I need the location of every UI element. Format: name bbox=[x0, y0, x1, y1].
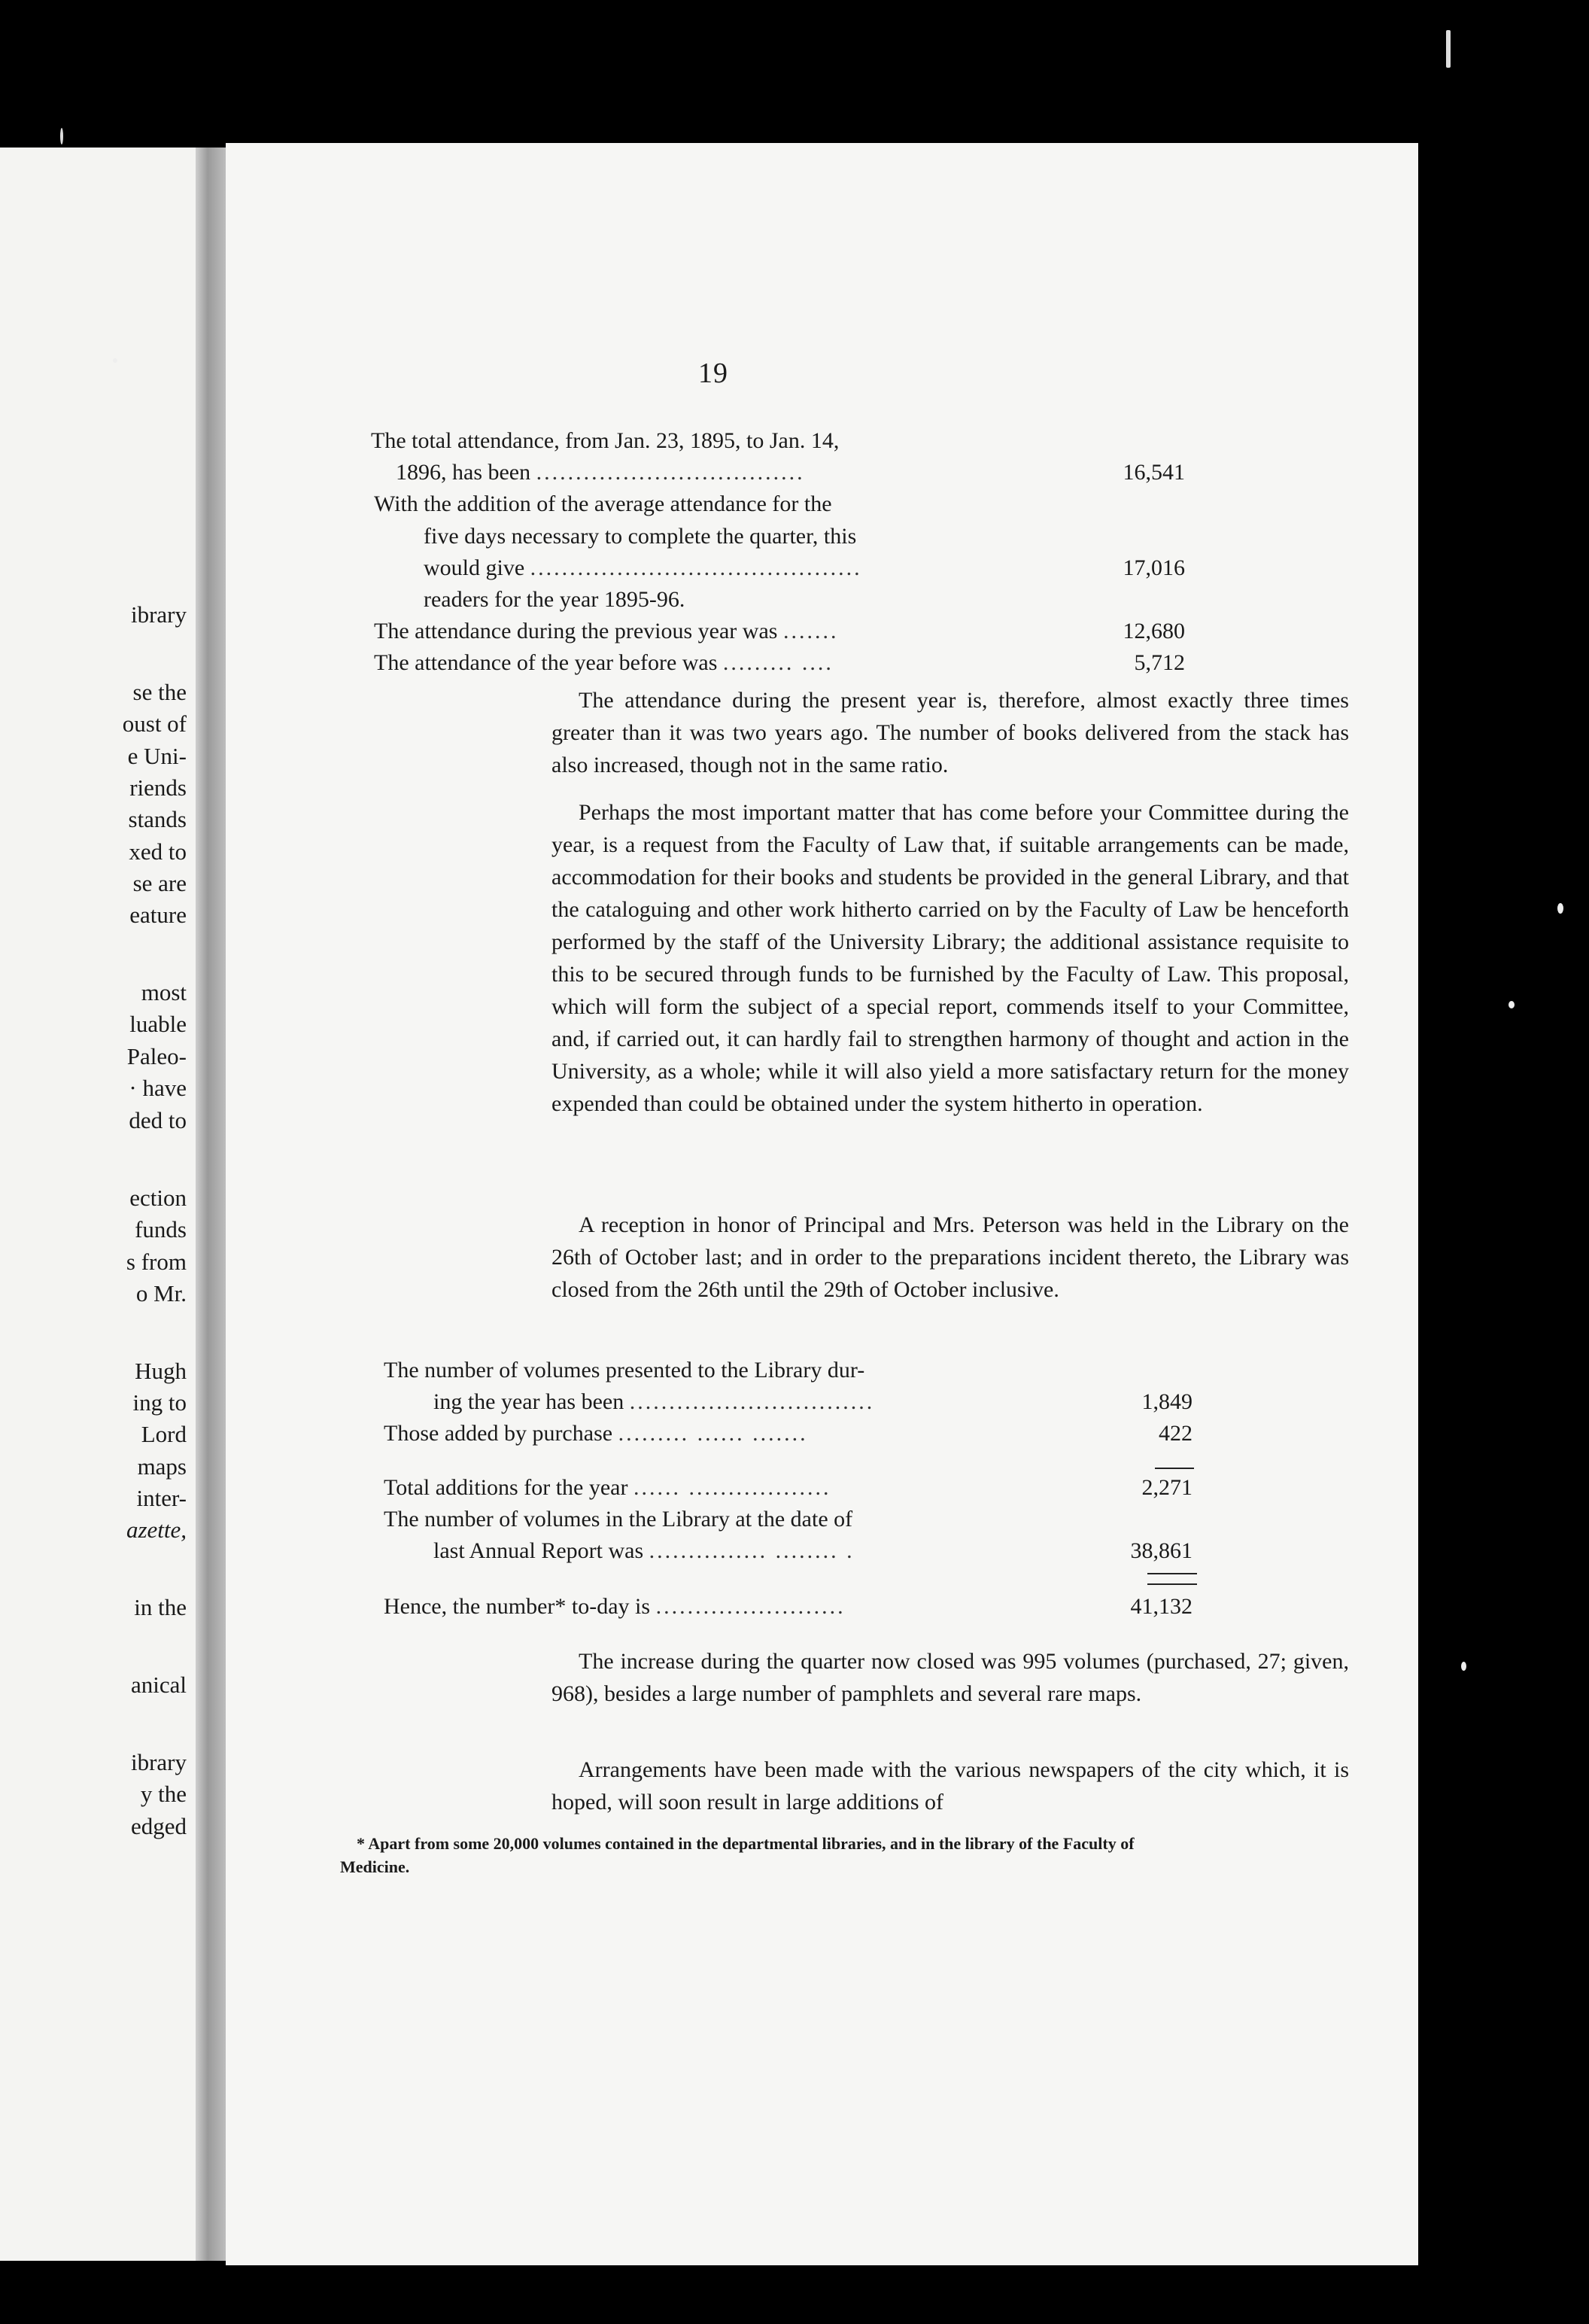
book-gutter-shadow bbox=[196, 148, 226, 2261]
leader-dots: ........................ bbox=[655, 1594, 846, 1619]
attendance-label: The attendance of the year before was bbox=[374, 650, 718, 675]
leader-dots: ...... .................. bbox=[633, 1475, 831, 1500]
left-page-text: ded to bbox=[129, 1107, 187, 1133]
left-page-text: riends bbox=[129, 774, 187, 801]
left-page-text: most bbox=[141, 979, 187, 1005]
left-page-text: xed to bbox=[129, 838, 187, 865]
left-page-text: inter- bbox=[136, 1485, 187, 1511]
left-page-text: e Uni- bbox=[127, 743, 187, 769]
left-page-fragment bbox=[0, 148, 196, 2261]
left-page-text: ing to bbox=[132, 1389, 187, 1416]
volumes-line bbox=[384, 1472, 831, 1504]
volumes-label: Those added by purchase bbox=[384, 1421, 613, 1446]
leader-dots: ....... bbox=[782, 619, 839, 643]
footnote: * Apart from some 20,000 volumes contained in the departmental libraries, and in the library of the Faculty of Medicine. bbox=[340, 1834, 1135, 1876]
volumes-line bbox=[433, 1535, 855, 1567]
volumes-label: Hence, the number* to-day is bbox=[384, 1594, 651, 1619]
sum-rule bbox=[1147, 1573, 1197, 1574]
left-page-text: s from bbox=[126, 1249, 187, 1275]
left-page-text: maps bbox=[137, 1453, 187, 1480]
left-page-text: · have bbox=[129, 1075, 187, 1101]
leader-dots: ............................... bbox=[629, 1389, 875, 1414]
left-page-text: stands bbox=[128, 806, 187, 832]
attendance-value: 16,541 bbox=[1123, 460, 1185, 485]
volumes-label: Total additions for the year bbox=[384, 1475, 628, 1500]
volumes-line bbox=[433, 1386, 874, 1418]
attendance-line: The total attendance, from Jan. 23, 1895, to Jan. 14, bbox=[371, 428, 840, 453]
left-page-text: funds bbox=[135, 1216, 187, 1243]
attendance-line: With the addition of the average attendance for the bbox=[374, 491, 832, 516]
volumes-line bbox=[384, 1418, 808, 1449]
main-page bbox=[226, 143, 1418, 2265]
attendance-line bbox=[374, 647, 834, 679]
volumes-line bbox=[384, 1591, 846, 1623]
left-page-text: Paleo- bbox=[126, 1043, 187, 1069]
sum-rule bbox=[1155, 1468, 1194, 1469]
scan-speck bbox=[1508, 1001, 1515, 1008]
attendance-line bbox=[374, 616, 838, 647]
leader-dots: .................................. bbox=[536, 460, 805, 485]
paragraph-attendance-summary: The attendance during the present year is, therefore, almost exactly three times greater than it was two years ago. The number of books delivered from the stack has also increased, though not in the same ratio. bbox=[551, 688, 1349, 777]
scan-speck bbox=[60, 128, 63, 144]
left-page-text: se the bbox=[132, 679, 187, 705]
volumes-value: 38,861 bbox=[1130, 1538, 1193, 1563]
left-page-text: ection bbox=[129, 1185, 187, 1211]
leader-dots: ............... ........ . bbox=[649, 1538, 855, 1563]
attendance-label: The attendance during the previous year was bbox=[374, 619, 778, 643]
leader-dots: .......................................... bbox=[530, 555, 862, 580]
left-page-text: edged bbox=[130, 1813, 187, 1839]
scan-speck bbox=[1461, 1662, 1466, 1671]
left-page-text: y the bbox=[140, 1781, 187, 1807]
left-page-text: Hugh bbox=[135, 1358, 187, 1384]
paragraph-faculty-of-law: Perhaps the most important matter that has come before your Committee during the year, is a request from the Faculty of Law that, if suitable arrangements can be made, accommodation for their books and students be provided in the general Library, and that the cataloguing and other work hitherto carried on by the Faculty of Law be henceforth performed by the staff of the University Library; the additional assistance requisite to this to be secured through funds to be furnished by the Faculty of Law. This proposal, which will form the subject of a special report, commends itself to your Committee, and, if carried out, it can hardly fail to strengthen harmony of thought and action in the University, as a whole; while it will also yield a more satisfactary return for the money expended than could be obtained under the system hitherto in operation. bbox=[551, 800, 1349, 1116]
volumes-line: The number of volumes presented to the Library dur- bbox=[384, 1358, 865, 1383]
volumes-value: 422 bbox=[1159, 1421, 1193, 1446]
attendance-label: would give bbox=[424, 555, 525, 580]
left-page-text: se are bbox=[132, 870, 187, 896]
volumes-label: last Annual Report was bbox=[433, 1538, 644, 1563]
scan-speck bbox=[113, 358, 117, 363]
sum-rule bbox=[1147, 1583, 1197, 1585]
paragraph-quarter-increase: The increase during the quarter now closed was 995 volumes (purchased, 27; given, 968), besides a large number of pamphlets and several rare maps. bbox=[551, 1649, 1349, 1706]
attendance-line bbox=[424, 552, 862, 584]
attendance-value: 12,680 bbox=[1123, 619, 1185, 643]
attendance-line: five days necessary to complete the quarter, this bbox=[424, 524, 857, 549]
left-page-text: ibrary bbox=[130, 601, 187, 628]
volumes-value: 2,271 bbox=[1141, 1475, 1193, 1500]
paragraph-newspapers: Arrangements have been made with the various newspapers of the city which, it is hoped, will soon result in large additions of bbox=[551, 1757, 1349, 1814]
paragraph-reception: A reception in honor of Principal and Mrs. Peterson was held in the Library on the 26th of October last; and in order to the preparations incident thereto, the Library was closed from the 26th until the 29th of October inclusive. bbox=[551, 1212, 1349, 1302]
attendance-line: readers for the year 1895-96. bbox=[424, 587, 685, 612]
left-page-text: oust of bbox=[122, 710, 187, 737]
attendance-line bbox=[396, 457, 805, 488]
volumes-value: 1,849 bbox=[1141, 1389, 1193, 1414]
page-number: 19 bbox=[698, 357, 728, 389]
left-page-text: anical bbox=[130, 1672, 187, 1698]
scan-speck bbox=[1557, 903, 1563, 914]
left-page-text: eature bbox=[129, 902, 187, 928]
left-page-text: o Mr. bbox=[135, 1280, 187, 1306]
attendance-value: 17,016 bbox=[1123, 555, 1185, 580]
scan-speck bbox=[1446, 30, 1451, 68]
leader-dots: ......... ...... ....... bbox=[618, 1421, 808, 1446]
leader-dots: ......... .... bbox=[722, 650, 834, 675]
left-page-text: azette, bbox=[126, 1516, 187, 1543]
left-page-text: Lord bbox=[141, 1421, 187, 1447]
attendance-value: 5,712 bbox=[1134, 650, 1185, 675]
left-page-text: in the bbox=[134, 1594, 187, 1620]
volumes-value: 41,132 bbox=[1130, 1594, 1193, 1619]
volumes-label: ing the year has been bbox=[433, 1389, 624, 1414]
left-page-text: luable bbox=[129, 1011, 187, 1037]
attendance-label: 1896, has been bbox=[396, 460, 531, 485]
left-page-text: ibrary bbox=[130, 1749, 187, 1775]
volumes-line: The number of volumes in the Library at the date of bbox=[384, 1507, 853, 1532]
